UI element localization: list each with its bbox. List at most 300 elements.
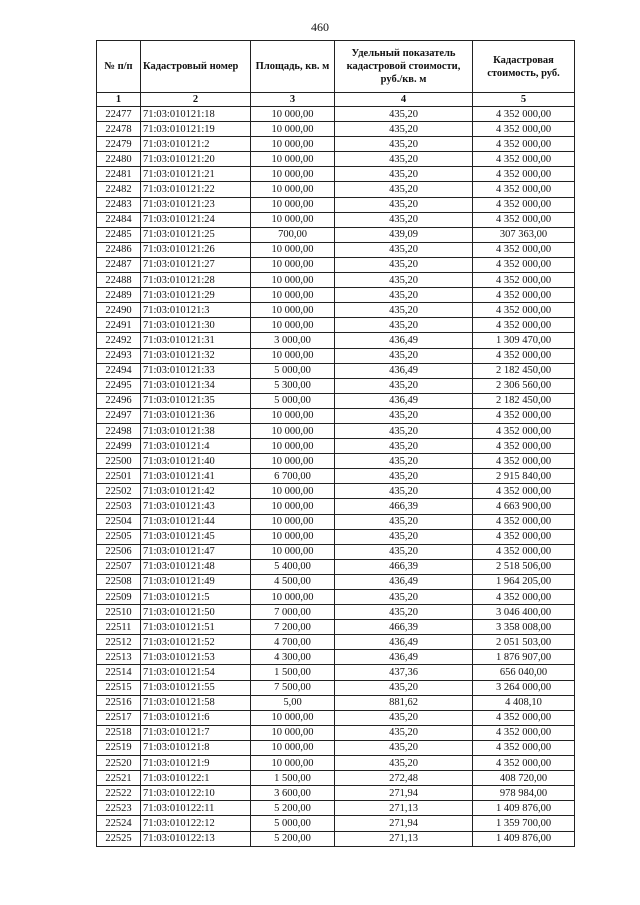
area-cell: 5 200,00 — [251, 801, 335, 816]
area-cell: 1 500,00 — [251, 771, 335, 786]
table-row — [97, 137, 575, 152]
cadastral-value-table — [96, 40, 575, 847]
table-row — [97, 288, 575, 303]
table-row — [97, 740, 575, 755]
area-cell: 5 300,00 — [251, 378, 335, 393]
row-number-cell: 22518 — [97, 725, 141, 740]
cadastral-number-cell: 71:03:010121:42 — [141, 484, 251, 499]
row-number-cell: 22490 — [97, 303, 141, 318]
table-row — [97, 182, 575, 197]
cadastral-value-cell: 4 408,10 — [473, 695, 575, 710]
area-cell: 3 600,00 — [251, 786, 335, 801]
row-number-cell: 22509 — [97, 590, 141, 605]
area-cell: 3 000,00 — [251, 333, 335, 348]
cadastral-number-cell: 71:03:010121:20 — [141, 152, 251, 167]
area-cell: 10 000,00 — [251, 590, 335, 605]
unit-value-cell: 435,20 — [335, 740, 473, 755]
cadastral-value-cell: 4 352 000,00 — [473, 484, 575, 499]
unit-value-cell: 435,20 — [335, 107, 473, 122]
table-row — [97, 771, 575, 786]
area-cell: 10 000,00 — [251, 439, 335, 454]
column-number: 3 — [251, 93, 335, 107]
cadastral-value-cell: 2 915 840,00 — [473, 469, 575, 484]
cadastral-number-cell: 71:03:010121:8 — [141, 740, 251, 755]
row-number-cell: 22478 — [97, 122, 141, 137]
cadastral-number-cell: 71:03:010121:27 — [141, 257, 251, 272]
cadastral-number-cell: 71:03:010121:21 — [141, 167, 251, 182]
cadastral-number-cell: 71:03:010121:30 — [141, 318, 251, 333]
row-number-cell: 22521 — [97, 771, 141, 786]
table-row — [97, 756, 575, 771]
cadastral-value-cell: 4 352 000,00 — [473, 454, 575, 469]
table-row — [97, 816, 575, 831]
cadastral-number-cell: 71:03:010121:50 — [141, 605, 251, 620]
area-cell: 10 000,00 — [251, 514, 335, 529]
table-row — [97, 529, 575, 544]
row-number-cell: 22488 — [97, 273, 141, 288]
unit-value-cell: 466,39 — [335, 559, 473, 574]
cadastral-number-cell: 71:03:010121:40 — [141, 454, 251, 469]
table-row — [97, 273, 575, 288]
area-cell: 10 000,00 — [251, 423, 335, 438]
unit-value-cell: 435,20 — [335, 439, 473, 454]
row-number-cell: 22516 — [97, 695, 141, 710]
table-row — [97, 605, 575, 620]
cadastral-number-cell: 71:03:010121:47 — [141, 544, 251, 559]
unit-value-cell: 466,39 — [335, 499, 473, 514]
row-number-cell: 22506 — [97, 544, 141, 559]
table-row — [97, 801, 575, 816]
cadastral-value-cell: 4 352 000,00 — [473, 529, 575, 544]
cadastral-number-cell: 71:03:010121:18 — [141, 107, 251, 122]
cadastral-number-cell: 71:03:010121:45 — [141, 529, 251, 544]
cadastral-number-cell: 71:03:010121:53 — [141, 650, 251, 665]
cadastral-number-cell: 71:03:010121:41 — [141, 469, 251, 484]
unit-value-cell: 435,20 — [335, 469, 473, 484]
cadastral-number-cell: 71:03:010121:22 — [141, 182, 251, 197]
cadastral-value-cell: 4 352 000,00 — [473, 544, 575, 559]
unit-value-cell: 435,20 — [335, 348, 473, 363]
cadastral-value-cell: 4 352 000,00 — [473, 152, 575, 167]
table-row — [97, 378, 575, 393]
column-number: 5 — [473, 93, 575, 107]
area-cell: 5 000,00 — [251, 393, 335, 408]
cadastral-number-cell: 71:03:010122:10 — [141, 786, 251, 801]
area-cell: 10 000,00 — [251, 137, 335, 152]
cadastral-number-cell: 71:03:010121:54 — [141, 665, 251, 680]
cadastral-value-cell: 4 352 000,00 — [473, 242, 575, 257]
row-number-cell: 22499 — [97, 439, 141, 454]
area-cell: 7 200,00 — [251, 620, 335, 635]
row-number-cell: 22514 — [97, 665, 141, 680]
area-cell: 1 500,00 — [251, 665, 335, 680]
row-number-cell: 22492 — [97, 333, 141, 348]
cadastral-value-cell: 2 051 503,00 — [473, 635, 575, 650]
unit-value-cell: 271,94 — [335, 816, 473, 831]
cadastral-value-cell: 4 352 000,00 — [473, 182, 575, 197]
table-row — [97, 393, 575, 408]
unit-value-cell: 439,09 — [335, 227, 473, 242]
row-number-cell: 22523 — [97, 801, 141, 816]
table-row — [97, 439, 575, 454]
unit-value-cell: 435,20 — [335, 378, 473, 393]
unit-value-cell: 435,20 — [335, 680, 473, 695]
cadastral-value-cell: 1 359 700,00 — [473, 816, 575, 831]
cadastral-value-cell: 4 352 000,00 — [473, 212, 575, 227]
unit-value-cell: 435,20 — [335, 122, 473, 137]
row-number-cell: 22495 — [97, 378, 141, 393]
unit-value-cell: 271,13 — [335, 831, 473, 846]
cadastral-number-cell: 71:03:010121:48 — [141, 559, 251, 574]
cadastral-number-cell: 71:03:010121:26 — [141, 242, 251, 257]
row-number-cell: 22511 — [97, 620, 141, 635]
area-cell: 10 000,00 — [251, 303, 335, 318]
cadastral-number-cell: 71:03:010121:25 — [141, 227, 251, 242]
row-number-cell: 22501 — [97, 469, 141, 484]
cadastral-value-cell: 2 518 506,00 — [473, 559, 575, 574]
cadastral-number-cell: 71:03:010121:31 — [141, 333, 251, 348]
table-row — [97, 348, 575, 363]
cadastral-value-cell: 4 352 000,00 — [473, 756, 575, 771]
cadastral-number-cell: 71:03:010121:33 — [141, 363, 251, 378]
area-cell: 10 000,00 — [251, 529, 335, 544]
unit-value-cell: 435,20 — [335, 212, 473, 227]
table-row — [97, 423, 575, 438]
table-row — [97, 333, 575, 348]
table-row — [97, 484, 575, 499]
header-cadastral-value: Кадастровая стоимость, руб. — [473, 41, 575, 93]
row-number-cell: 22500 — [97, 454, 141, 469]
cadastral-number-cell: 71:03:010122:13 — [141, 831, 251, 846]
unit-value-cell: 436,49 — [335, 574, 473, 589]
row-number-cell: 22525 — [97, 831, 141, 846]
unit-value-cell: 271,13 — [335, 801, 473, 816]
unit-value-cell: 435,20 — [335, 408, 473, 423]
table-row — [97, 514, 575, 529]
table-row — [97, 590, 575, 605]
unit-value-cell: 435,20 — [335, 167, 473, 182]
area-cell: 10 000,00 — [251, 318, 335, 333]
area-cell: 10 000,00 — [251, 408, 335, 423]
area-cell: 10 000,00 — [251, 348, 335, 363]
cadastral-number-cell: 71:03:010121:28 — [141, 273, 251, 288]
unit-value-cell: 435,20 — [335, 605, 473, 620]
unit-value-cell: 435,20 — [335, 152, 473, 167]
table-row — [97, 107, 575, 122]
cadastral-number-cell: 71:03:010121:4 — [141, 439, 251, 454]
unit-value-cell: 271,94 — [335, 786, 473, 801]
table-header-row — [97, 41, 575, 93]
unit-value-cell: 435,20 — [335, 303, 473, 318]
cadastral-value-cell: 1 876 907,00 — [473, 650, 575, 665]
table-row — [97, 710, 575, 725]
cadastral-number-cell: 71:03:010121:35 — [141, 393, 251, 408]
row-number-cell: 22497 — [97, 408, 141, 423]
area-cell: 10 000,00 — [251, 499, 335, 514]
cadastral-number-cell: 71:03:010122:11 — [141, 801, 251, 816]
unit-value-cell: 435,20 — [335, 454, 473, 469]
unit-value-cell: 435,20 — [335, 423, 473, 438]
unit-value-cell: 435,20 — [335, 514, 473, 529]
page-number: 460 — [311, 20, 329, 34]
cadastral-number-cell: 71:03:010121:52 — [141, 635, 251, 650]
table-row — [97, 469, 575, 484]
area-cell: 10 000,00 — [251, 756, 335, 771]
row-number-cell: 22524 — [97, 816, 141, 831]
table-row — [97, 122, 575, 137]
cadastral-value-cell: 4 352 000,00 — [473, 288, 575, 303]
table-row — [97, 197, 575, 212]
cadastral-value-cell: 4 352 000,00 — [473, 303, 575, 318]
row-number-cell: 22512 — [97, 635, 141, 650]
cadastral-value-cell: 4 352 000,00 — [473, 710, 575, 725]
cadastral-value-cell: 1 409 876,00 — [473, 801, 575, 816]
cadastral-number-cell: 71:03:010121:58 — [141, 695, 251, 710]
row-number-cell: 22517 — [97, 710, 141, 725]
unit-value-cell: 435,20 — [335, 756, 473, 771]
table-row — [97, 665, 575, 680]
table-row — [97, 695, 575, 710]
unit-value-cell: 272,48 — [335, 771, 473, 786]
area-cell: 10 000,00 — [251, 152, 335, 167]
unit-value-cell: 881,62 — [335, 695, 473, 710]
cadastral-value-cell: 4 352 000,00 — [473, 107, 575, 122]
area-cell: 10 000,00 — [251, 212, 335, 227]
area-cell: 10 000,00 — [251, 484, 335, 499]
unit-value-cell: 435,20 — [335, 137, 473, 152]
area-cell: 7 500,00 — [251, 680, 335, 695]
cadastral-value-cell: 408 720,00 — [473, 771, 575, 786]
row-number-cell: 22479 — [97, 137, 141, 152]
cadastral-number-cell: 71:03:010121:55 — [141, 680, 251, 695]
cadastral-value-cell: 4 352 000,00 — [473, 257, 575, 272]
row-number-cell: 22515 — [97, 680, 141, 695]
area-cell: 10 000,00 — [251, 197, 335, 212]
cadastral-value-cell: 4 352 000,00 — [473, 273, 575, 288]
row-number-cell: 22491 — [97, 318, 141, 333]
cadastral-value-cell: 307 363,00 — [473, 227, 575, 242]
row-number-cell: 22505 — [97, 529, 141, 544]
table-body — [97, 107, 575, 847]
cadastral-value-cell: 4 352 000,00 — [473, 590, 575, 605]
area-cell: 7 000,00 — [251, 605, 335, 620]
area-cell: 10 000,00 — [251, 107, 335, 122]
area-cell: 10 000,00 — [251, 257, 335, 272]
cadastral-number-cell: 71:03:010121:19 — [141, 122, 251, 137]
cadastral-value-cell: 4 352 000,00 — [473, 197, 575, 212]
column-number: 2 — [141, 93, 251, 107]
row-number-cell: 22498 — [97, 423, 141, 438]
table-row — [97, 725, 575, 740]
table-row — [97, 152, 575, 167]
unit-value-cell: 435,20 — [335, 544, 473, 559]
table-row — [97, 303, 575, 318]
row-number-cell: 22507 — [97, 559, 141, 574]
table-row — [97, 212, 575, 227]
table-row — [97, 544, 575, 559]
cadastral-value-cell: 4 352 000,00 — [473, 167, 575, 182]
area-cell: 10 000,00 — [251, 122, 335, 137]
cadastral-value-cell: 3 358 008,00 — [473, 620, 575, 635]
cadastral-value-cell: 4 352 000,00 — [473, 423, 575, 438]
row-number-cell: 22487 — [97, 257, 141, 272]
unit-value-cell: 435,20 — [335, 590, 473, 605]
cadastral-value-cell: 656 040,00 — [473, 665, 575, 680]
table-row — [97, 680, 575, 695]
row-number-cell: 22508 — [97, 574, 141, 589]
table-row — [97, 363, 575, 378]
row-number-cell: 22519 — [97, 740, 141, 755]
row-number-cell: 22481 — [97, 167, 141, 182]
cadastral-number-cell: 71:03:010121:9 — [141, 756, 251, 771]
cadastral-number-cell: 71:03:010122:1 — [141, 771, 251, 786]
row-number-cell: 22489 — [97, 288, 141, 303]
table-row — [97, 318, 575, 333]
header-cadastral-number: Кадастровый номер — [141, 41, 251, 93]
row-number-cell: 22486 — [97, 242, 141, 257]
cadastral-value-cell: 4 352 000,00 — [473, 318, 575, 333]
cadastral-value-cell: 4 352 000,00 — [473, 408, 575, 423]
row-number-cell: 22522 — [97, 786, 141, 801]
header-row-number: № п/п — [97, 41, 141, 93]
cadastral-number-cell: 71:03:010121:23 — [141, 197, 251, 212]
column-number: 4 — [335, 93, 473, 107]
area-cell: 700,00 — [251, 227, 335, 242]
area-cell: 10 000,00 — [251, 288, 335, 303]
area-cell: 5 000,00 — [251, 816, 335, 831]
cadastral-value-cell: 2 182 450,00 — [473, 393, 575, 408]
unit-value-cell: 435,20 — [335, 288, 473, 303]
cadastral-number-cell: 71:03:010121:38 — [141, 423, 251, 438]
table-row — [97, 242, 575, 257]
table-row — [97, 167, 575, 182]
row-number-cell: 22504 — [97, 514, 141, 529]
row-number-cell: 22485 — [97, 227, 141, 242]
cadastral-number-cell: 71:03:010121:43 — [141, 499, 251, 514]
cadastral-number-cell: 71:03:010121:44 — [141, 514, 251, 529]
row-number-cell: 22480 — [97, 152, 141, 167]
unit-value-cell: 436,49 — [335, 650, 473, 665]
cadastral-value-cell: 4 352 000,00 — [473, 740, 575, 755]
unit-value-cell: 435,20 — [335, 273, 473, 288]
unit-value-cell: 435,20 — [335, 197, 473, 212]
cadastral-number-cell: 71:03:010121:24 — [141, 212, 251, 227]
cadastral-number-cell: 71:03:010121:6 — [141, 710, 251, 725]
unit-value-cell: 437,36 — [335, 665, 473, 680]
cadastral-value-cell: 2 306 560,00 — [473, 378, 575, 393]
cadastral-value-cell: 4 352 000,00 — [473, 514, 575, 529]
unit-value-cell: 436,49 — [335, 333, 473, 348]
area-cell: 6 700,00 — [251, 469, 335, 484]
unit-value-cell: 435,20 — [335, 725, 473, 740]
unit-value-cell: 435,20 — [335, 710, 473, 725]
column-number-row — [97, 93, 575, 107]
area-cell: 10 000,00 — [251, 725, 335, 740]
table-row — [97, 786, 575, 801]
cadastral-value-cell: 4 663 900,00 — [473, 499, 575, 514]
row-number-cell: 22493 — [97, 348, 141, 363]
unit-value-cell: 436,49 — [335, 635, 473, 650]
unit-value-cell: 435,20 — [335, 484, 473, 499]
area-cell: 4 700,00 — [251, 635, 335, 650]
row-number-cell: 22477 — [97, 107, 141, 122]
area-cell: 10 000,00 — [251, 242, 335, 257]
area-cell: 10 000,00 — [251, 167, 335, 182]
cadastral-value-cell: 1 309 470,00 — [473, 333, 575, 348]
area-cell: 10 000,00 — [251, 454, 335, 469]
cadastral-value-cell: 2 182 450,00 — [473, 363, 575, 378]
header-area: Площадь, кв. м — [251, 41, 335, 93]
area-cell: 5 200,00 — [251, 831, 335, 846]
area-cell: 4 500,00 — [251, 574, 335, 589]
unit-value-cell: 436,49 — [335, 363, 473, 378]
unit-value-cell: 435,20 — [335, 529, 473, 544]
table-row — [97, 635, 575, 650]
table-row — [97, 227, 575, 242]
area-cell: 10 000,00 — [251, 544, 335, 559]
unit-value-cell: 435,20 — [335, 257, 473, 272]
row-number-cell: 22502 — [97, 484, 141, 499]
cadastral-number-cell: 71:03:010122:12 — [141, 816, 251, 831]
cadastral-value-cell: 3 264 000,00 — [473, 680, 575, 695]
cadastral-value-cell: 3 046 400,00 — [473, 605, 575, 620]
area-cell: 4 300,00 — [251, 650, 335, 665]
table-row — [97, 257, 575, 272]
cadastral-value-cell: 4 352 000,00 — [473, 137, 575, 152]
cadastral-number-cell: 71:03:010121:3 — [141, 303, 251, 318]
row-number-cell: 22503 — [97, 499, 141, 514]
header-unit-value: Удельный показатель кадастровой стоимости, руб./кв. м — [335, 41, 473, 93]
unit-value-cell: 436,49 — [335, 393, 473, 408]
table-row — [97, 454, 575, 469]
cadastral-value-cell: 978 984,00 — [473, 786, 575, 801]
row-number-cell: 22482 — [97, 182, 141, 197]
area-cell: 10 000,00 — [251, 710, 335, 725]
cadastral-number-cell: 71:03:010121:49 — [141, 574, 251, 589]
cadastral-value-cell: 1 964 205,00 — [473, 574, 575, 589]
cadastral-value-cell: 4 352 000,00 — [473, 725, 575, 740]
row-number-cell: 22483 — [97, 197, 141, 212]
table-row — [97, 408, 575, 423]
unit-value-cell: 466,39 — [335, 620, 473, 635]
row-number-cell: 22484 — [97, 212, 141, 227]
cadastral-number-cell: 71:03:010121:2 — [141, 137, 251, 152]
table-row — [97, 559, 575, 574]
row-number-cell: 22494 — [97, 363, 141, 378]
cadastral-value-cell: 4 352 000,00 — [473, 348, 575, 363]
cadastral-number-cell: 71:03:010121:34 — [141, 378, 251, 393]
row-number-cell: 22496 — [97, 393, 141, 408]
area-cell: 10 000,00 — [251, 273, 335, 288]
table-row — [97, 831, 575, 846]
cadastral-number-cell: 71:03:010121:32 — [141, 348, 251, 363]
row-number-cell: 22520 — [97, 756, 141, 771]
row-number-cell: 22513 — [97, 650, 141, 665]
cadastral-number-cell: 71:03:010121:36 — [141, 408, 251, 423]
area-cell: 5 400,00 — [251, 559, 335, 574]
row-number-cell: 22510 — [97, 605, 141, 620]
column-number: 1 — [97, 93, 141, 107]
cadastral-value-cell: 1 409 876,00 — [473, 831, 575, 846]
cadastral-value-cell: 4 352 000,00 — [473, 122, 575, 137]
cadastral-number-cell: 71:03:010121:51 — [141, 620, 251, 635]
area-cell: 5,00 — [251, 695, 335, 710]
table-row — [97, 574, 575, 589]
cadastral-number-cell: 71:03:010121:5 — [141, 590, 251, 605]
table-row — [97, 499, 575, 514]
unit-value-cell: 435,20 — [335, 318, 473, 333]
cadastral-number-cell: 71:03:010121:7 — [141, 725, 251, 740]
